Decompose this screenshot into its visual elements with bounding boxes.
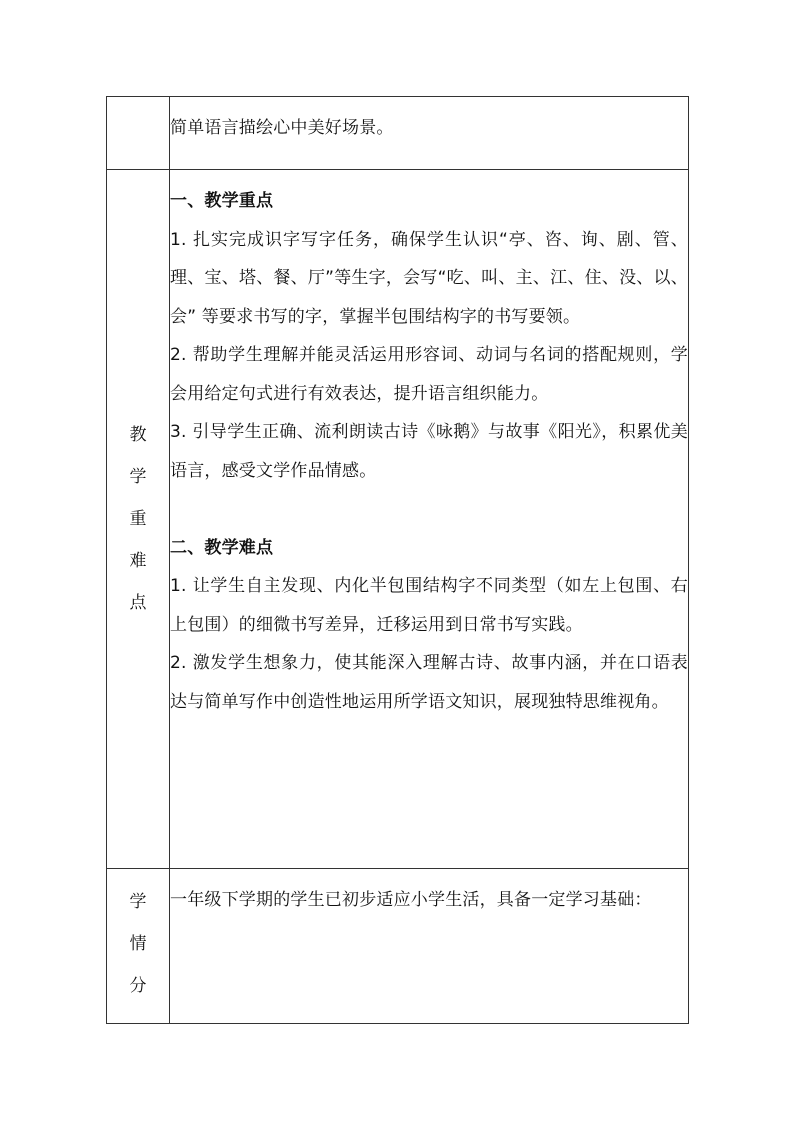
row-label-key-difficult-points — [107, 170, 170, 869]
table-row — [107, 97, 689, 170]
row-label-empty — [107, 97, 170, 170]
learner-analysis-text: 一年级下学期的学生已初步适应小学生活，具备一定学习基础： — [170, 890, 652, 910]
row-label-learner-analysis — [107, 869, 170, 1024]
label-char: 难 — [129, 551, 147, 571]
row-content — [170, 97, 689, 170]
table-row — [107, 869, 689, 1024]
section-title-key-points: 一、教学重点 — [170, 191, 274, 211]
label-char: 重 — [129, 509, 147, 529]
list-item: 2. 帮助学生理解并能灵活运用形容词、动词与名词的搭配规则，学会用给定句式进行有效表达，提升语言组织能力。 — [170, 345, 688, 404]
list-item: 3. 引导学生正确、流利朗读古诗《咏鹅》与故事《阳光》，积累优美语言，感受文学作品情感。 — [170, 422, 688, 481]
label-char: 情 — [129, 934, 147, 954]
row-content — [170, 869, 689, 1024]
list-item: 1. 扎实完成识字写字任务，确保学生认识“亭、咨、询、剧、管、理、宝、塔、餐、厅”等生字，会写“吃、叫、主、江、住、没、以、会” 等要求书写的字，掌握半包围结构字的书写要领。 — [170, 229, 688, 327]
row-content — [170, 170, 689, 869]
lesson-plan-table — [106, 96, 689, 1024]
list-item: 1. 让学生自主发现、内化半包围结构字不同类型（如左上包围、右上包围）的细微书写差异，迁移运用到日常书写实践。 — [170, 576, 688, 635]
label-char: 分 — [129, 976, 147, 996]
label-char: 教 — [129, 425, 147, 445]
label-char: 点 — [129, 593, 147, 613]
section-title-difficult-points: 二、教学难点 — [170, 537, 274, 558]
label-char: 学 — [129, 892, 147, 912]
label-char: 学 — [129, 467, 147, 487]
continuation-text: 简单语言描绘心中美好场景。 — [170, 118, 394, 138]
table-row — [107, 170, 689, 869]
list-item: 2. 激发学生想象力，使其能深入理解古诗、故事内涵，并在口语表达与简单写作中创造性地运用所学语文知识，展现独特思维视角。 — [170, 653, 688, 712]
blank-line — [170, 490, 688, 529]
